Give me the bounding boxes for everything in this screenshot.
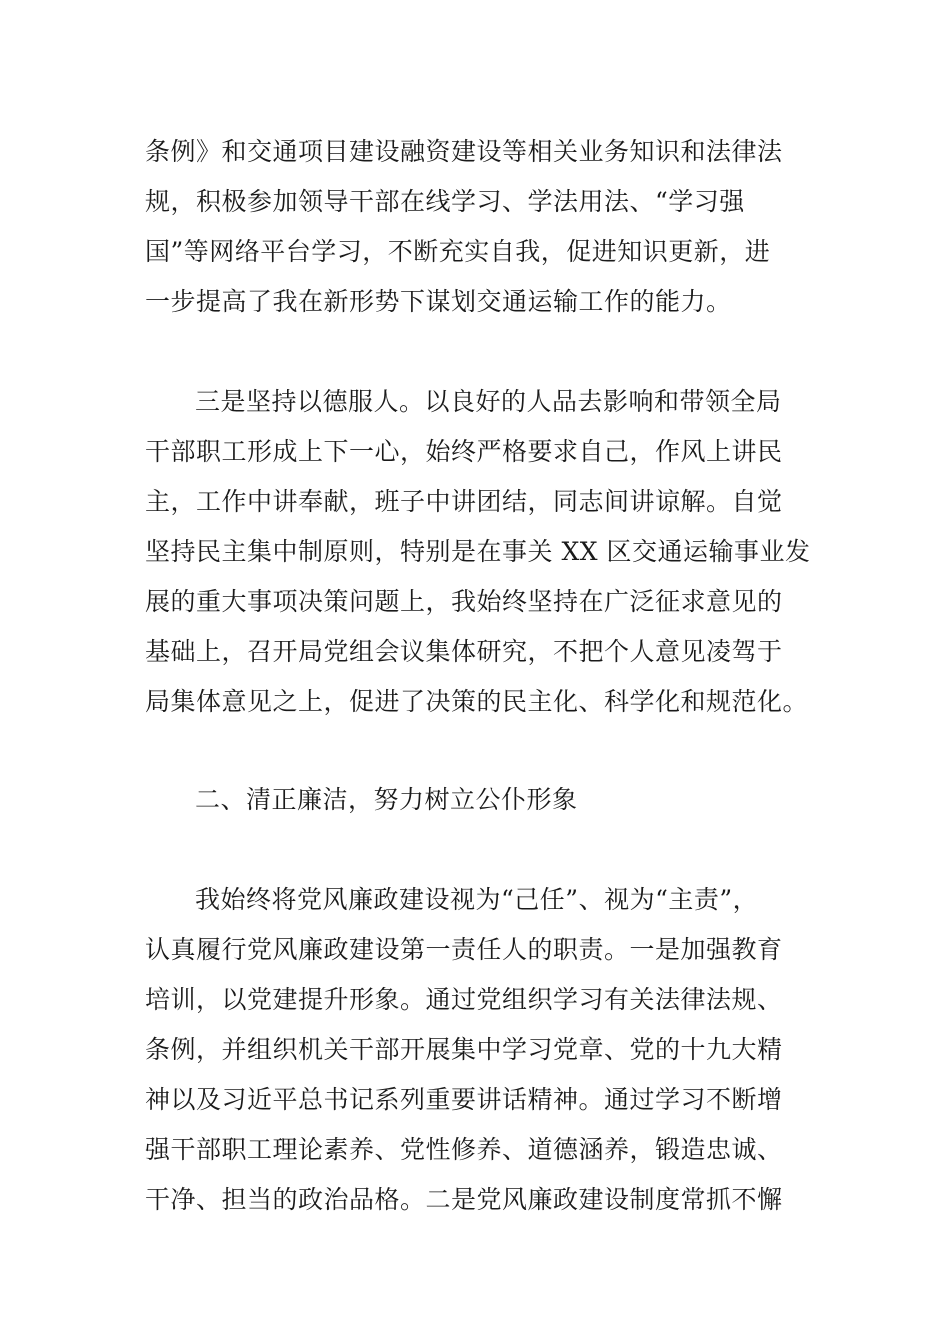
text-line: 基础上，召开局党组会议集体研究，不把个人意见凌驾于 [145,637,783,666]
text-line: 培训，以党建提升形象。通过党组织学习有关法律法规、 [145,985,783,1014]
text-line: 国”等网络平台学习，不断充实自我，促进知识更新，进 [145,237,771,266]
text-line: 干部职工形成上下一心，始终严格要求自己，作风上讲民 [145,437,783,466]
paragraph-start-line: 三是坚持以德服人。以良好的人品去影响和带领全局 [195,387,782,416]
section-heading: 二、清正廉洁，努力树立公仆形象 [195,785,578,814]
text-line: 展的重大事项决策问题上，我始终坚持在广泛征求意见的 [145,587,783,616]
text-line: 认真履行党风廉政建设第一责任人的职责。一是加强教育 [145,935,783,964]
text-line: 主，工作中讲奉献，班子中讲团结，同志间讲谅解。自觉 [145,487,783,516]
text-line: 坚持民主集中制原则，特别是在事关 XX 区交通运输事业发 [145,537,811,566]
text-line: 规，积极参加领导干部在线学习、学法用法、“学习强 [145,187,745,216]
text-line: 强干部职工理论素养、党性修养、道德涵养，锻造忠诚、 [145,1135,783,1164]
text-line: 神以及习近平总书记系列重要讲话精神。通过学习不断增 [145,1085,783,1114]
text-line: 一步提高了我在新形势下谋划交通运输工作的能力。 [145,287,732,316]
text-line: 局集体意见之上，促进了决策的民主化、科学化和规范化。 [145,687,809,716]
text-line: 条例，并组织机关干部开展集中学习党章、党的十九大精 [145,1035,783,1064]
text-line: 条例》和交通项目建设融资建设等相关业务知识和法律法 [145,137,783,166]
text-line: 干净、担当的政治品格。二是党风廉政建设制度常抓不懈 [145,1185,783,1214]
paragraph-start-line: 我始终将党风廉政建设视为“己任”、视为“主责”， [195,885,759,914]
